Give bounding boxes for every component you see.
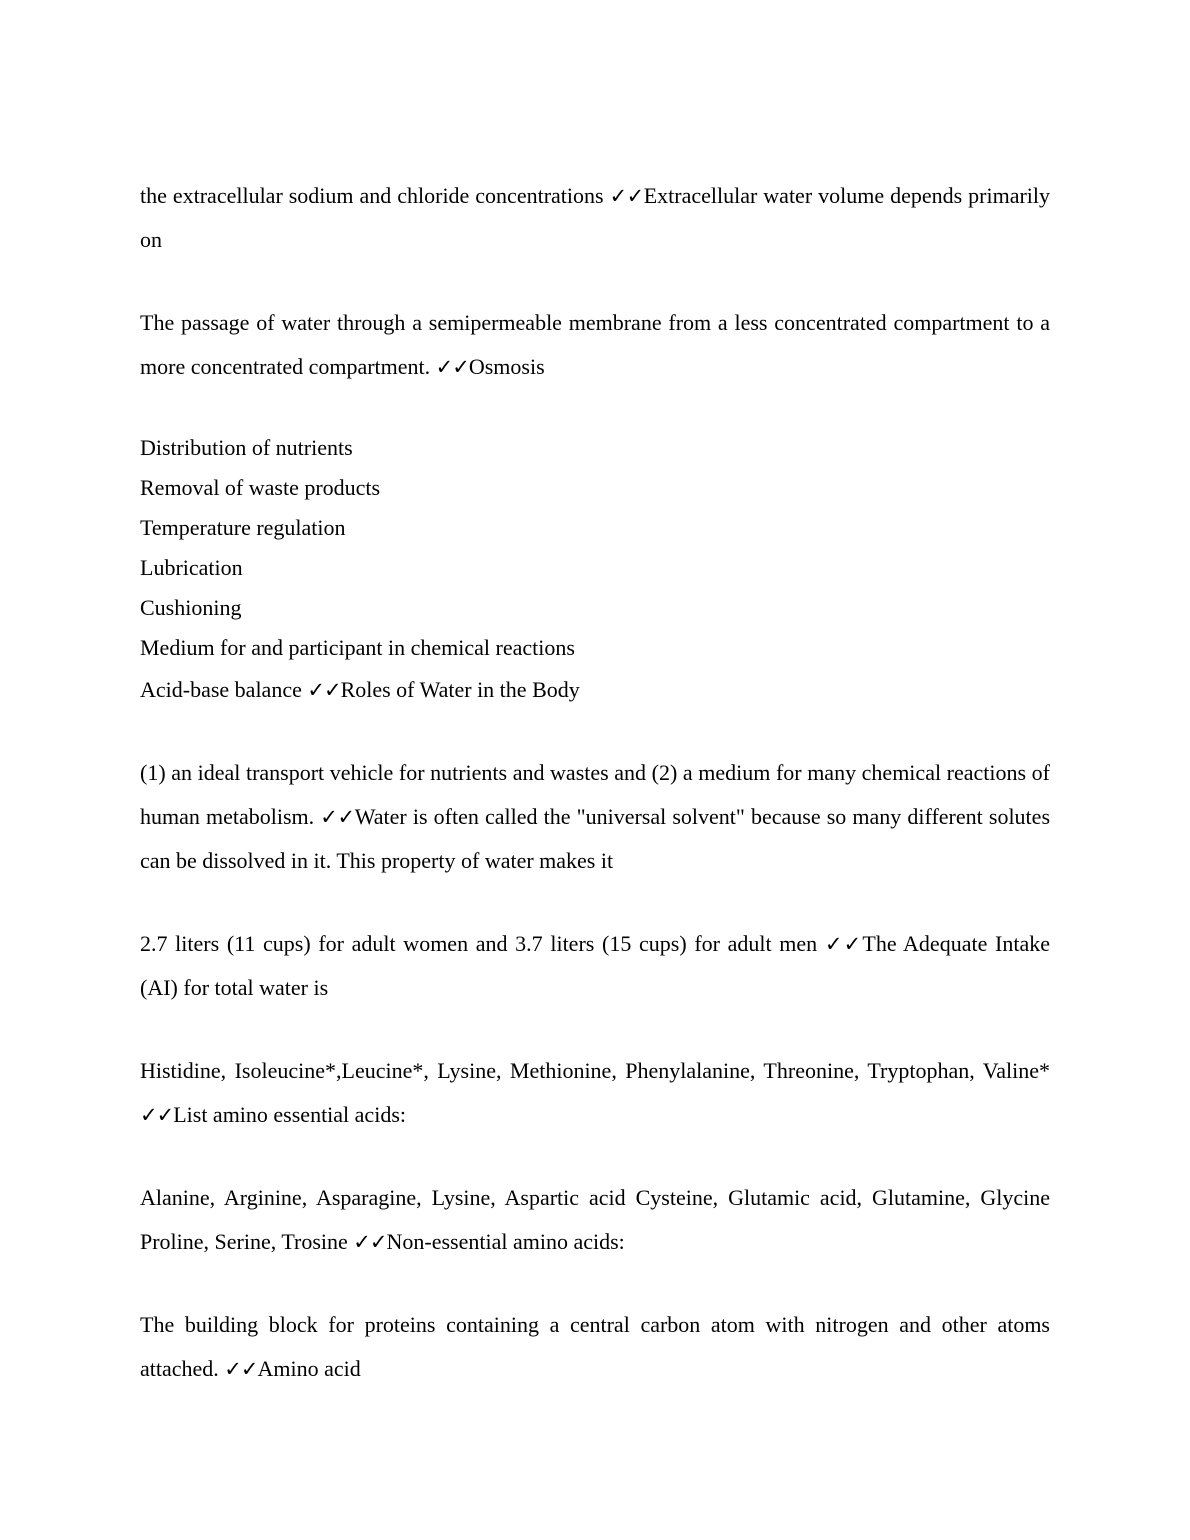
answer-text: the extracellular sodium and chloride concentrations	[140, 183, 604, 208]
answer-list-last-line	[140, 668, 1050, 712]
double-check-icon: ✓✓	[320, 805, 355, 829]
flashcard-universal-solvent	[140, 751, 1050, 883]
answer-list-item: Temperature regulation	[140, 515, 346, 540]
answer-text: Alanine, Arginine, Asparagine, Lysine, Aspartic acid Cysteine, Glutamic acid, Glutamine, Glycine Proline, Serine, Trosine	[140, 1185, 1050, 1254]
flashcard-amino-acid	[140, 1303, 1050, 1391]
flashcard-extracellular-water	[140, 174, 1050, 262]
answer-list-item: Lubrication	[140, 555, 243, 580]
answer-list-item: Removal of waste products	[140, 475, 381, 500]
flashcard-adequate-intake	[140, 922, 1050, 1010]
document-page	[140, 174, 1050, 1430]
double-check-icon: ✓✓	[307, 678, 341, 702]
double-check-icon: ✓✓	[140, 1103, 174, 1127]
answer-text: The passage of water through a semipermeable membrane from a less concentrated compartment to a more concentrated compartment.	[140, 310, 1050, 379]
answer-list-item: Acid-base balance	[140, 677, 302, 702]
double-check-icon: ✓✓	[224, 1357, 258, 1381]
double-check-icon: ✓✓	[824, 932, 863, 956]
question-text: Extracellular water volume depends primarily on	[140, 183, 1051, 252]
answer-list-item: Distribution of nutrients	[140, 435, 353, 460]
answer-list-item: Medium for and participant in chemical reactions	[140, 635, 575, 660]
answer-text: 2.7 liters (11 cups) for adult women and 3.7 liters (15 cups) for adult men	[140, 931, 818, 956]
question-text: Osmosis	[468, 354, 545, 379]
double-check-icon: ✓✓	[609, 184, 644, 208]
flashcard-roles-of-water	[140, 428, 1050, 712]
question-text: Amino acid	[257, 1356, 361, 1381]
double-check-icon: ✓✓	[435, 355, 469, 379]
question-text: List amino essential acids:	[173, 1102, 406, 1127]
double-check-icon: ✓✓	[353, 1230, 387, 1254]
flashcard-osmosis	[140, 301, 1050, 389]
question-text: Non-essential amino acids:	[386, 1229, 625, 1254]
flashcard-essential-amino-acids	[140, 1049, 1050, 1137]
answer-text: Histidine, Isoleucine*,Leucine*, Lysine, Methionine, Phenylalanine, Threonine, Tryptophan, Valine*	[140, 1058, 1050, 1083]
flashcard-non-essential-amino-acids	[140, 1176, 1050, 1264]
answer-text: The building block for proteins containing a central carbon atom with nitrogen and other atoms attached.	[140, 1312, 1050, 1381]
question-text: Water is often called the "universal solvent" because so many different solutes can be dissolved in it. This property of water makes it	[140, 804, 1051, 873]
question-text: Roles of Water in the Body	[340, 677, 580, 702]
answer-list-item: Cushioning	[140, 595, 242, 620]
question-text: The Adequate Intake (AI) for total water is	[140, 931, 1050, 1000]
answer-text: (1) an ideal transport vehicle for nutrients and wastes and (2) a medium for many chemical reactions of human metabolism.	[140, 760, 1050, 829]
